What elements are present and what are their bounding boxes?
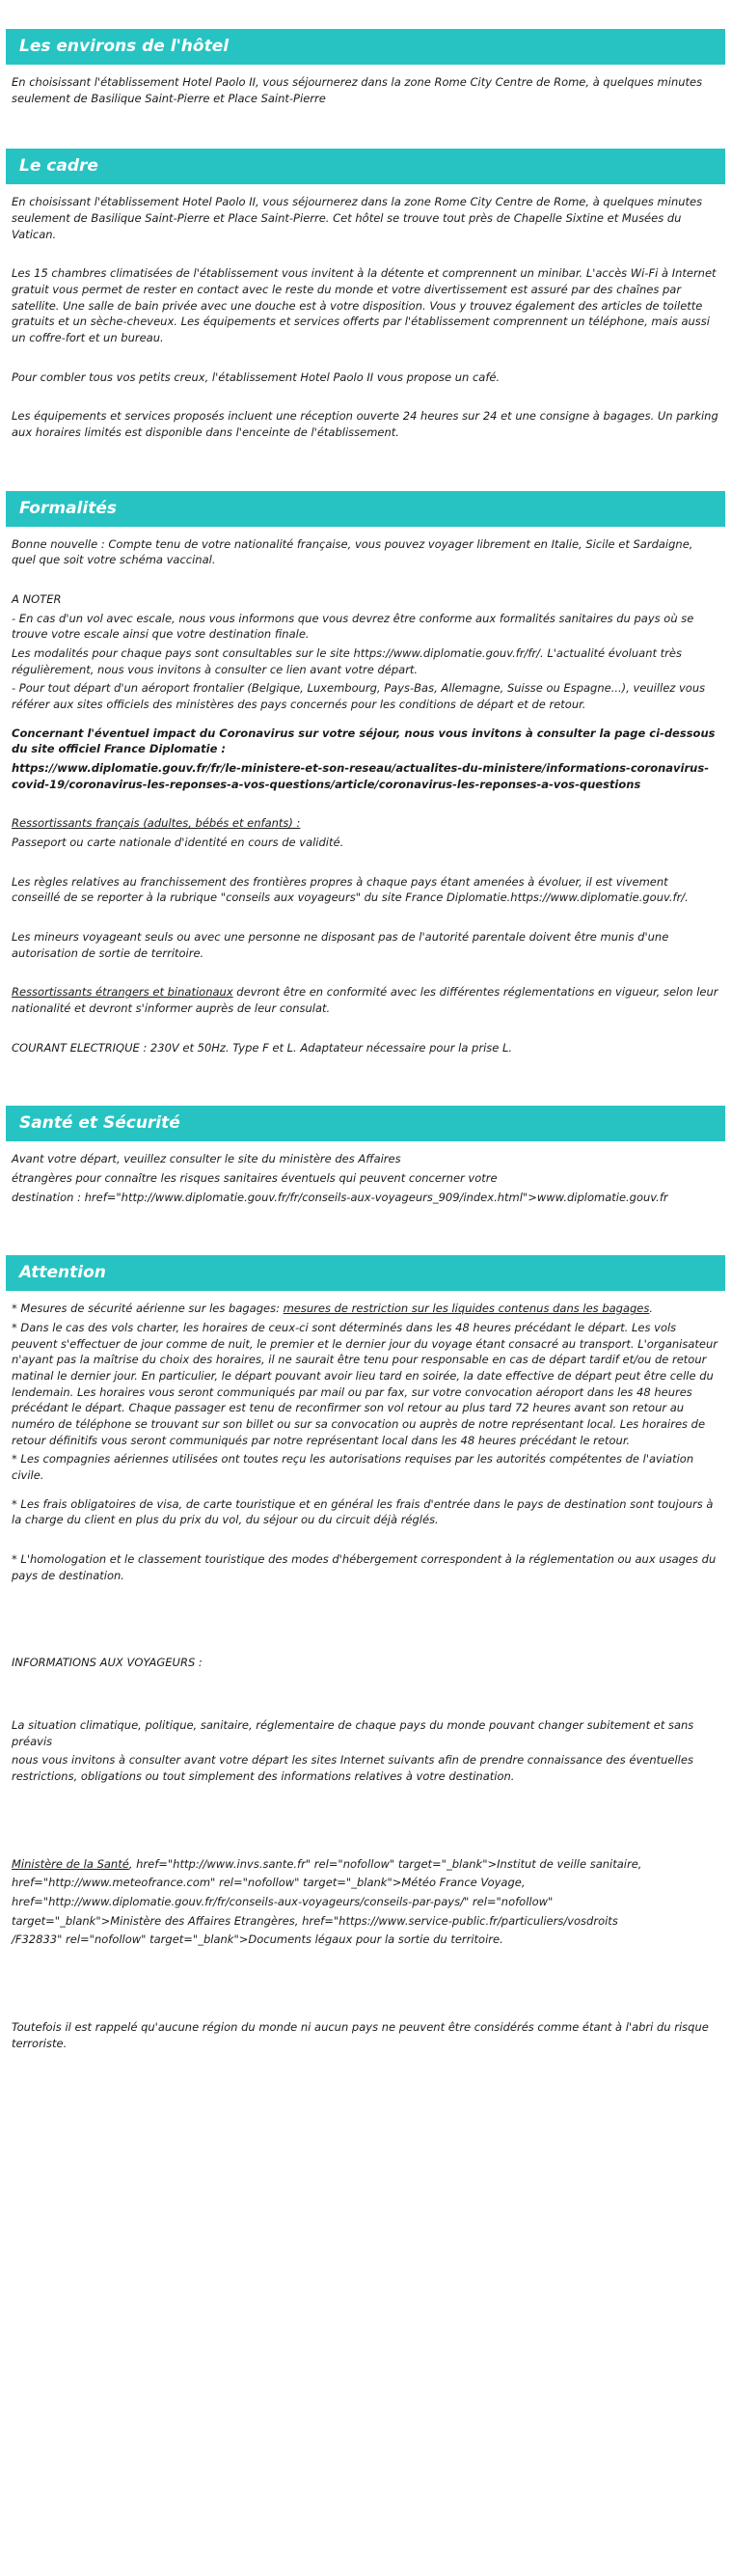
attention-footer-note: Toutefois il est rappelé qu'aucune région du monde ni aucun pays ne peuvent être considérés comme étant à l'abri du risque terroriste.	[12, 2020, 709, 2050]
formalites-anoter-line-2: Les modalités pour chaque pays sont consultables sur le site https://www.diplomatie.gouv.fr/fr/. L'actualité évoluant très régulièrement, nous vous invitons à consulter ce lien avant votre départ.	[12, 645, 682, 676]
attention-bullet-4: * Les frais obligatoires de visa, de carte touristique et en général les frais d'entrée dans le pays de destination sont toujours à la charge du client en plus du prix du vol, du séjour ou du circuit déjà réglés.	[12, 1496, 714, 1527]
formalites-ressortissants-francais-text: Passeport ou carte nationale d'identité en cours de validité.	[12, 835, 344, 849]
formalites-ressortissants-francais-heading: Ressortissants français (adultes, bébés et enfants) :	[12, 816, 301, 831]
attention-links-line-5: /F32833" rel="nofollow" target="_blank">Documents légaux pour la sortie du territoire.	[12, 1932, 503, 1947]
section-body-environs	[6, 65, 725, 106]
formalites-anoter-line-3: - Pour tout départ d'un aéroport frontalier (Belgique, Luxembourg, Pays-Bas, Allemagne, Suisse ou Espagne...), veuillez vous référer aux sites officiels des ministères des pays concernés pour les conditions de départ et de retour.	[12, 681, 706, 711]
attention-bullet-3: * Les compagnies aériennes utilisées ont toutes reçu les autorisations requises par les autorités compétentes de l'aviation civile.	[12, 1452, 694, 1482]
attention-links-line-1-rest: , href="http://www.invs.sante.fr" rel="nofollow" target="_blank">Institut de veille sanitaire,	[128, 1856, 642, 1871]
formalites-ressortissants-etrangers-text: devront être en conformité avec les différentes réglementations en vigueur, selon leur nationalité et devront s'informer auprès de leur consulat.	[12, 985, 718, 1015]
attention-links-line-1	[12, 1856, 719, 1873]
cadre-paragraph-2: Les 15 chambres climatisées de l'établissement vous invitent à la détente et comprennent un minibar. L'accès Wi-Fi à Internet gratuit vous permet de rester en contact avec le reste du monde et votre divertissement est assuré par des chaînes par satellite. Une salle de bain privée avec une douche est à votre disposition. Vous y trouvez également des articles de toilette gratuits et un sèche-cheveux. Les équipements et services offerts par l'établissement comprennent un téléphone, mais aussi un coffre-fort et un bureau.	[12, 266, 717, 344]
section-header-sante: Santé et Sécurité	[6, 1106, 725, 1141]
attention-links-line-2: href="http://www.meteofrance.com" rel="nofollow" target="_blank">Météo France Voyage,	[12, 1876, 526, 1890]
attention-links-line-4: target="_blank">Ministère des Affaires Etrangères, href="https://www.service-public.fr/particuliers/vosdroits	[12, 1913, 618, 1928]
formalites-ressortissants-etrangers	[12, 984, 719, 1016]
formalites-paragraph-6: Les mineurs voyageant seuls ou avec une personne ne disposant pas de l'autorité parentale doivent être munis d'une autorisation de sortie de territoire.	[12, 929, 669, 960]
top-spacer	[6, 0, 725, 29]
cadre-paragraph-1: En choisissant l'établissement Hotel Paolo II, vous séjournerez dans la zone Rome City Centre de Rome, à quelques minutes seulement de Basilique Saint-Pierre et Place Saint-Pierre. Cet hôtel se trouve tout près de Chapelle Sixtine et Musées du Vatican.	[12, 195, 703, 241]
attention-bullet-2: * Dans le cas des vols charter, les horaires de ceux-ci sont déterminés dans les 48 heures précédant le départ. Les vols peuvent s'effectuer de jour comme de nuit, le premier et le dernier jour du voyage étant consacré au transport. L'organisateur n'ayant pas la maîtrise du choix des horaires, il ne saurait être tenu pour responsable en cas de départ tardif et/ou de retour matinal le dernier jour. En particulier, le départ pouvant avoir lieu tard en soirée, la date effective de départ peut être celle du lendemain. Les horaires vous seront communiqués par mail ou par fax, sur votre convocation aéroport dans les 48 heures précédant le départ. Chaque passager est tenu de reconfirmer son vol retour au plus tard 72 heures avant son retour au numéro de téléphone se trouvant sur son billet ou sur sa convocation ou auprès de notre représentant local. Les horaires de retour définitifs vous seront communiqués par notre représentant local dans les 48 heures précédant le retour.	[12, 1320, 717, 1447]
ministere-sante-link[interactable]: Ministère de la Santé	[12, 1856, 129, 1871]
attention-info-title: INFORMATIONS AUX VOYAGEURS :	[12, 1656, 203, 1670]
formalites-courant-electrique: COURANT ELECTRIQUE : 230V et 50Hz. Type F et L. Adaptateur nécessaire pour la prise L.	[12, 1040, 513, 1055]
formalites-corona-lead: Concernant l'éventuel impact du Coronavirus sur votre séjour, nous vous invitons à consulter la page ci-dessous du site officiel France Diplomatie :	[12, 726, 716, 756]
attention-bullet-5: * L'homologation et le classement touristique des modes d'hébergement correspondent à la réglementation ou aux usages du pays de destination.	[12, 1551, 717, 1582]
sante-line-3[interactable]: destination : href="http://www.diplomatie.gouv.fr/fr/conseils-aux-voyageurs_909/index.html">www.diplomatie.gouv.fr	[12, 1190, 668, 1204]
section-body-cadre	[6, 184, 725, 440]
attention-links-line-3: href="http://www.diplomatie.gouv.fr/fr/conseils-aux-voyageurs/conseils-par-pays/" rel="nofollow"	[12, 1895, 554, 1908]
section-header-environs: Les environs de l'hôtel	[6, 29, 725, 65]
attention-bullet-1-post: .	[649, 1302, 654, 1316]
formalites-paragraph-5: Les règles relatives au franchissement des frontières propres à chaque pays étant amenées à évoluer, il est vivement conseillé de se reporter à la rubrique "conseils aux voyageurs" du site France Diplomatie.https://www.diplomatie.gouv.fr/.	[12, 874, 689, 905]
section-header-cadre: Le cadre	[6, 149, 725, 184]
section-body-attention	[6, 1291, 725, 2051]
section-header-attention: Attention	[6, 1255, 725, 1291]
formalites-ressortissants-etrangers-heading: Ressortissants étrangers et binationaux	[12, 985, 233, 1000]
formalites-anoter-label: A NOTER	[12, 591, 62, 606]
attention-spacer	[6, 1219, 725, 1255]
environs-paragraph-1: En choisissant l'établissement Hotel Paolo II, vous séjournerez dans la zone Rome City Centre de Rome, à quelques minutes seulement de Basilique Saint-Pierre et Place Saint-Pierre	[12, 74, 703, 105]
formalites-anoter-line-1: - En cas d'un vol avec escale, nous vous informons que vous devrez être conforme aux formalités sanitaires du pays où se trouve votre escale ainsi que votre destination finale.	[12, 611, 694, 642]
cadre-paragraph-3: Pour combler tous vos petits creux, l'établissement Hotel Paolo II vous propose un café.	[12, 370, 501, 384]
sante-line-1: Avant votre départ, veuillez consulter le site du ministère des Affaires	[12, 1152, 401, 1166]
sante-spacer	[6, 1069, 725, 1106]
attention-bullet-1-pre: * Mesures de sécurité aérienne sur les bagages:	[12, 1302, 284, 1316]
cadre-spacer	[6, 120, 725, 149]
attention-bullet-1	[12, 1301, 719, 1317]
attention-info-line-1: La situation climatique, politique, sanitaire, réglementaire de chaque pays du monde pouvant changer subitement et sans préavis	[12, 1717, 694, 1748]
cadre-paragraph-4: Les équipements et services proposés incluent une réception ouverte 24 heures sur 24 et une consigne à bagages. Un parking aux horaires limités est disponible dans l'enceinte de l'établissement.	[12, 409, 718, 439]
formalites-spacer	[6, 454, 725, 491]
section-body-sante	[6, 1141, 725, 1205]
formalites-paragraph-1: Bonne nouvelle : Compte tenu de votre nationalité française, vous pouvez voyager librement en Italie, Sicile et Sardaigne, quel que soit votre schéma vaccinal.	[12, 536, 693, 567]
formalites-corona-url[interactable]: https://www.diplomatie.gouv.fr/fr/le-ministere-et-son-reseau/actualites-du-ministere/informations-coronavirus-covid-19/coronavirus-les-reponses-a-vos-questions/article/coronavirus-les-reponses-a-vos-questions	[12, 760, 709, 791]
section-body-formalites	[6, 527, 725, 1056]
sante-line-2: étrangères pour connaître les risques sanitaires éventuels qui peuvent concerner votre	[12, 1170, 498, 1185]
section-header-formalites: Formalités	[6, 491, 725, 527]
attention-bullet-1-link[interactable]: mesures de restriction sur les liquides contenus dans les bagages	[283, 1302, 650, 1316]
attention-info-line-2: nous vous invitons à consulter avant votre départ les sites Internet suivants afin de prendre connaissance des éventuelles restrictions, obligations ou tout simplement des informations relatives à votre destination.	[12, 1753, 693, 1783]
